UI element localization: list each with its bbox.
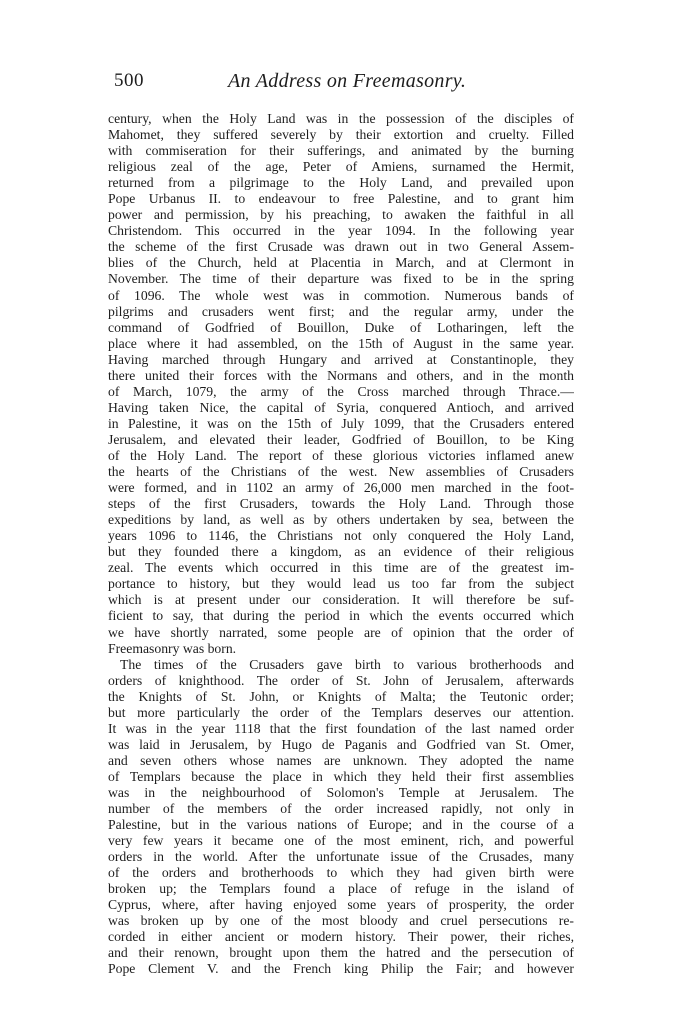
- text-line: Palestine, but in the various nations of Europe; and in the course of a: [108, 817, 574, 833]
- text-line: ficient to say, that during the period in which the events occurred which: [108, 608, 574, 624]
- text-line: Freemasonry was born.: [108, 640, 237, 656]
- text-line: which is at present under our consideration. It will therefore be suf-: [108, 592, 574, 608]
- text-line: religious zeal of the age, Peter of Amiens, surnamed the Hermit,: [108, 159, 574, 175]
- text-line: orders in the world. After the unfortunate issue of the Crusades, many: [108, 849, 574, 865]
- body-text: [108, 111, 574, 978]
- page-number: 500: [114, 70, 144, 91]
- text-line: the hearts of the Christians of the west. New assemblies of Crusaders: [108, 464, 574, 480]
- text-line: of the orders and brotherhoods to which they had given birth were: [108, 865, 574, 881]
- text-line: of Templars because the place in which they held their first assemblies: [108, 768, 574, 784]
- text-line: Having marched through Hungary and arrived at Constantinople, they: [108, 351, 574, 367]
- page-header: [108, 70, 578, 100]
- text-line: years 1096 to 1146, the Christians not only conquered the Holy Land,: [108, 528, 574, 544]
- text-line: was in the neighbourhood of Solomon's Temple at Jerusalem. The: [108, 784, 574, 800]
- text-line: was laid in Jerusalem, by Hugo de Paganis and Godfried van St. Omer,: [108, 736, 574, 752]
- text-line: corded in either ancient or modern history. Their power, their riches,: [108, 929, 574, 945]
- text-line: power and permission, by his preaching, to awaken the faithful in all: [108, 207, 574, 223]
- text-line: Christendom. This occurred in the year 1094. In the following year: [108, 223, 574, 239]
- text-line: broken up; the Templars found a place of refuge in the island of: [108, 881, 574, 897]
- text-line: were formed, and in 1102 an army of 26,000 men marched in the foot-: [108, 480, 574, 496]
- text-line: steps of the first Crusaders, towards the Holy Land. Through those: [108, 496, 574, 512]
- paragraph: [108, 111, 574, 657]
- text-line: The times of the Crusaders gave birth to various brotherhoods and: [120, 656, 574, 672]
- text-line: pilgrims and crusaders went first; and the regular army, under the: [108, 303, 574, 319]
- text-line: the scheme of the first Crusade was drawn out in two General Assem-: [108, 239, 574, 255]
- text-line: number of the members of the order increased rapidly, not only in: [108, 801, 574, 817]
- text-line: but more particularly the order of the Templars deserves our attention.: [108, 704, 574, 720]
- text-line: there united their forces with the Normans and others, and in the month: [108, 367, 574, 383]
- text-line: Having taken Nice, the capital of Syria, conquered Antioch, and arrived: [108, 399, 574, 415]
- text-line: portance to history, but they would lead us too far from the subject: [108, 576, 574, 592]
- text-line: the Knights of St. John, or Knights of Malta; the Teutonic order;: [108, 688, 574, 704]
- text-line: November. The time of their departure was fixed to be in the spring: [108, 271, 574, 287]
- text-line: Mahomet, they suffered severely by their extortion and cruelty. Filled: [108, 127, 574, 143]
- paragraph: [108, 657, 574, 978]
- text-line: very few years it became one of the most eminent, rich, and powerful: [108, 833, 574, 849]
- text-line: expeditions by land, as well as by others undertaken by sea, between the: [108, 512, 574, 528]
- text-line: blies of the Church, held at Placentia in March, and at Clermont in: [108, 255, 574, 271]
- text-line: Pope Clement V. and the French king Philip the Fair; and however: [108, 961, 574, 977]
- text-line: It was in the year 1118 that the first foundation of the last named order: [108, 720, 574, 736]
- text-line: we have shortly narrated, some people are of opinion that the order of: [108, 624, 574, 640]
- text-line: place where it had assembled, on the 15th of August in the same year.: [108, 335, 574, 351]
- text-line: of 1096. The whole west was in commotion. Numerous bands of: [108, 287, 574, 303]
- text-line: Cyprus, where, after having enjoyed some years of prosperity, the order: [108, 897, 574, 913]
- text-line: but they founded there a kingdom, as an evidence of their religious: [108, 544, 574, 560]
- text-line: zeal. The events which occurred in this time are of the greatest im-: [108, 560, 574, 576]
- text-line: century, when the Holy Land was in the possession of the disciples of: [108, 111, 574, 126]
- text-line: in Palestine, it was on the 15th of July 1099, that the Crusaders entered: [108, 415, 574, 431]
- text-line: command of Godfried of Bouillon, Duke of Lotharingen, left the: [108, 319, 574, 335]
- text-line: with commiseration for their sufferings, and animated by the burning: [108, 143, 574, 159]
- running-title: An Address on Freemasonry.: [228, 70, 467, 92]
- text-line: and seven others whose names are unknown. They adopted the name: [108, 752, 574, 768]
- text-line: Pope Urbanus II. to endeavour to free Palestine, and to grant him: [108, 191, 574, 207]
- text-line: was broken up by one of the most bloody and cruel persecutions re-: [108, 913, 574, 929]
- text-line: of March, 1079, the army of the Cross marched through Thrace.—: [108, 383, 574, 399]
- text-line: orders of knighthood. The order of St. John of Jerusalem, afterwards: [108, 672, 574, 688]
- text-line: Jerusalem, and elevated their leader, Godfried of Bouillon, to be King: [108, 431, 574, 447]
- text-line: returned from a pilgrimage to the Holy Land, and prevailed upon: [108, 175, 574, 191]
- text-line: and their renown, brought upon them the hatred and the persecution of: [108, 945, 574, 961]
- text-line: of the Holy Land. The report of these glorious victories inflamed anew: [108, 447, 574, 463]
